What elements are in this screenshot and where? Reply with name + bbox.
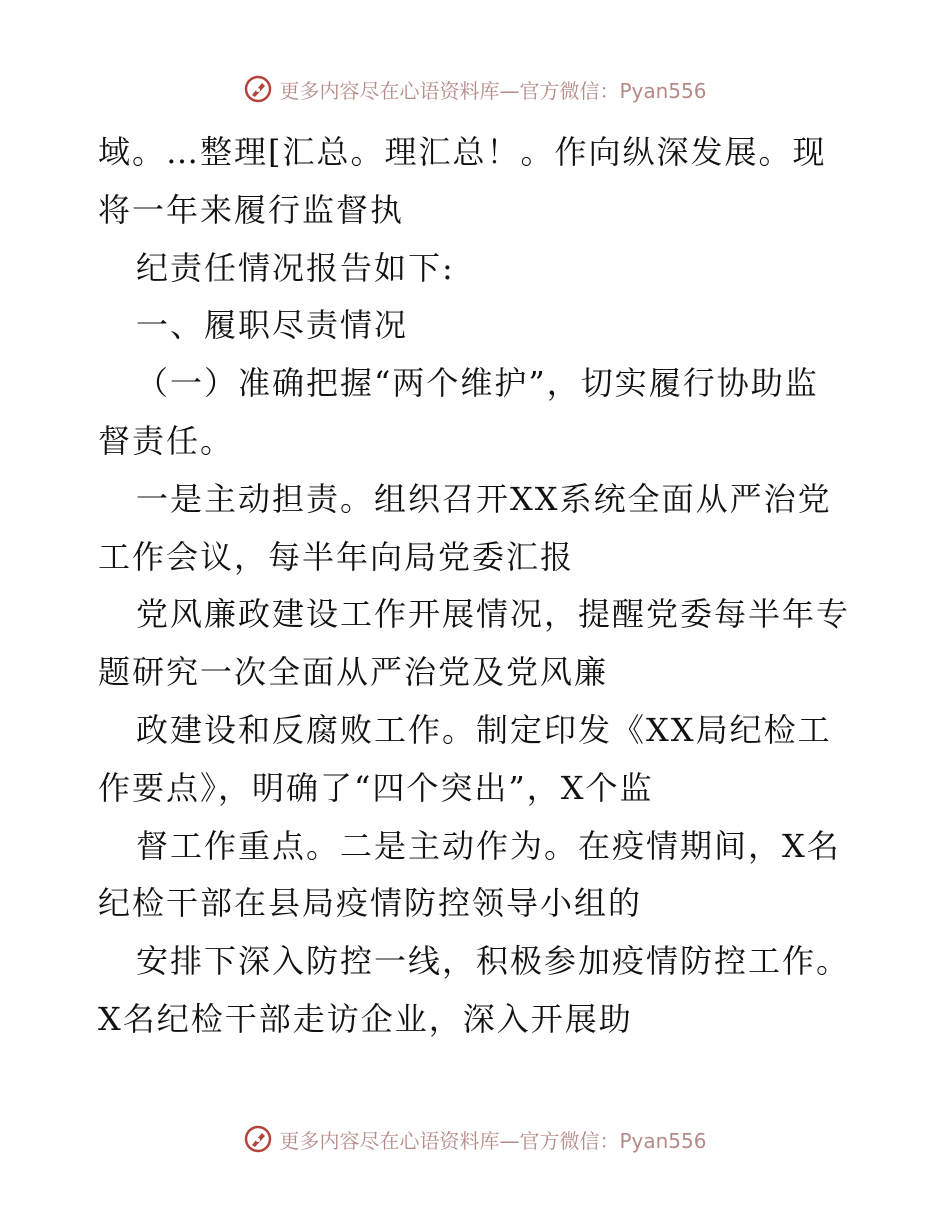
text-line: 题研究一次全面从严治党及党风廉 <box>98 653 609 692</box>
text-line: 工作会议，每半年向局党委汇报 <box>98 537 575 576</box>
text-line: 将一年来履行监督执 <box>98 190 405 229</box>
header-watermark <box>0 74 950 104</box>
text-line: 党风廉政建设工作开展情况，提醒党委每半年专 <box>136 595 851 634</box>
text-line: 督工作重点。二是主动作为。在疫情期间，X名 <box>136 826 841 865</box>
section-heading: 一、履职尽责情况 <box>136 306 409 345</box>
watermark-text: 更多内容尽在心语资料库—官方微信：Pyan556 <box>279 78 707 103</box>
text-line: 一是主动担责。组织召开XX系统全面从严治党 <box>136 479 832 518</box>
text-line: 纪检干部在县局疫情防控领导小组的 <box>98 884 643 923</box>
watermark-text: 更多内容尽在心语资料库—官方微信：Pyan556 <box>279 1128 707 1153</box>
footer-watermark <box>0 1124 950 1154</box>
text-line: 纪责任情况报告如下: <box>136 248 455 287</box>
text-line: 政建设和反腐败工作。制定印发《XX局纪检工 <box>136 710 832 749</box>
text-line: 作要点》，明确了“四个突出”，X个监 <box>98 768 654 807</box>
subsection-heading: （一）准确把握“两个维护”，切实履行协助监 <box>136 364 819 403</box>
text-line: 督责任。 <box>98 421 235 460</box>
text-line: 安排下深入防控一线，积极参加疫情防控工作。 <box>136 942 851 981</box>
pen-nib-circle-icon <box>243 1124 273 1154</box>
pen-nib-circle-icon <box>243 74 273 104</box>
text-line: X名纪检干部走访企业，深入开展助 <box>98 999 633 1038</box>
text-line: 域。…整理[汇总。理汇总！。作向纵深发展。现 <box>98 133 827 171</box>
document-body <box>98 124 858 1049</box>
